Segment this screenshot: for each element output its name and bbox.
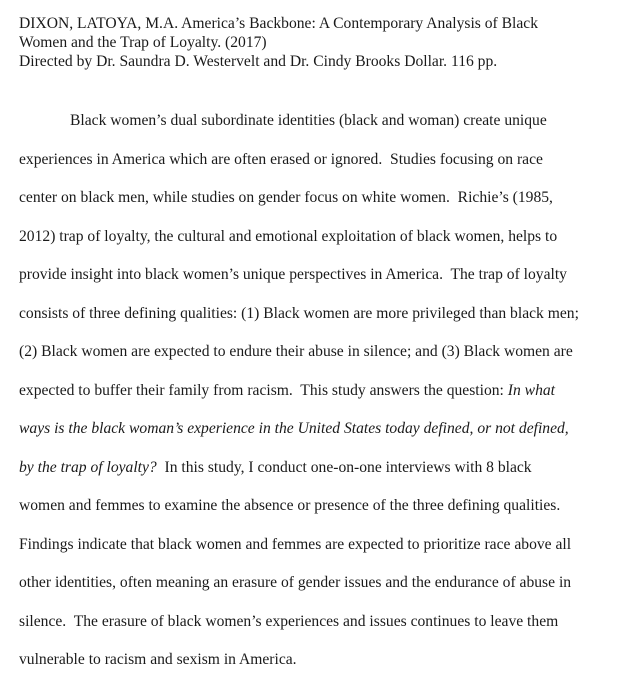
abstract-line (19, 382, 555, 400)
citation-line-directors: Directed by Dr. Saundra D. Westervelt and Dr. Cindy Brooks Dollar. 116 pp. (19, 53, 498, 71)
citation-line-subtitle-year: Women and the Trap of Loyalty. (2017) (19, 34, 267, 52)
abstract-line: consists of three defining qualities: (1) Black women are more privileged than black men; (19, 304, 579, 322)
abstract-line: provide insight into black women’s unique perspectives in America. The trap of loyalty (19, 266, 567, 283)
abstract-line (19, 459, 532, 477)
citation-header (19, 14, 619, 72)
abstract-line: vulnerable to racism and sexism in America. (19, 651, 297, 668)
abstract-line: Findings indicate that black women and femmes are expected to prioritize race above all (19, 535, 572, 553)
abstract-line (19, 420, 569, 438)
abstract-line: experiences in America which are often erased or ignored. Studies focusing on race (19, 150, 543, 168)
research-question-text: ways is the black woman’s experience in the United States today defined, or not defined, (19, 420, 569, 437)
abstract-line: (2) Black women are expected to endure their abuse in silence; and (3) Black women are (19, 343, 573, 360)
abstract-line: silence. The erasure of black women’s experiences and issues continues to leave them (19, 612, 559, 630)
abstract-line: other identities, often meaning an erasure of gender issues and the endurance of abuse in (19, 574, 572, 591)
research-question-text: by the trap of loyalty? (19, 458, 157, 476)
abstract-text: expected to buffer their family from racism. This study answers the question: (19, 381, 508, 399)
abstract-line: women and femmes to examine the absence or presence of the three defining qualities. (19, 497, 561, 514)
research-question-text: In what (507, 381, 555, 399)
abstract-line: Black women’s dual subordinate identities (black and woman) create unique (70, 112, 547, 129)
abstract-line: 2012) trap of loyalty, the cultural and emotional exploitation of black women, helps to (19, 227, 558, 245)
abstract-line: center on black men, while studies on gender focus on white women. Richie’s (1985, (19, 189, 553, 206)
citation-line-author-title: DIXON, LATOYA, M.A. America’s Backbone: A Contemporary Analysis of Black (19, 15, 538, 32)
abstract-text: In this study, I conduct one-on-one interviews with 8 black (156, 458, 532, 476)
